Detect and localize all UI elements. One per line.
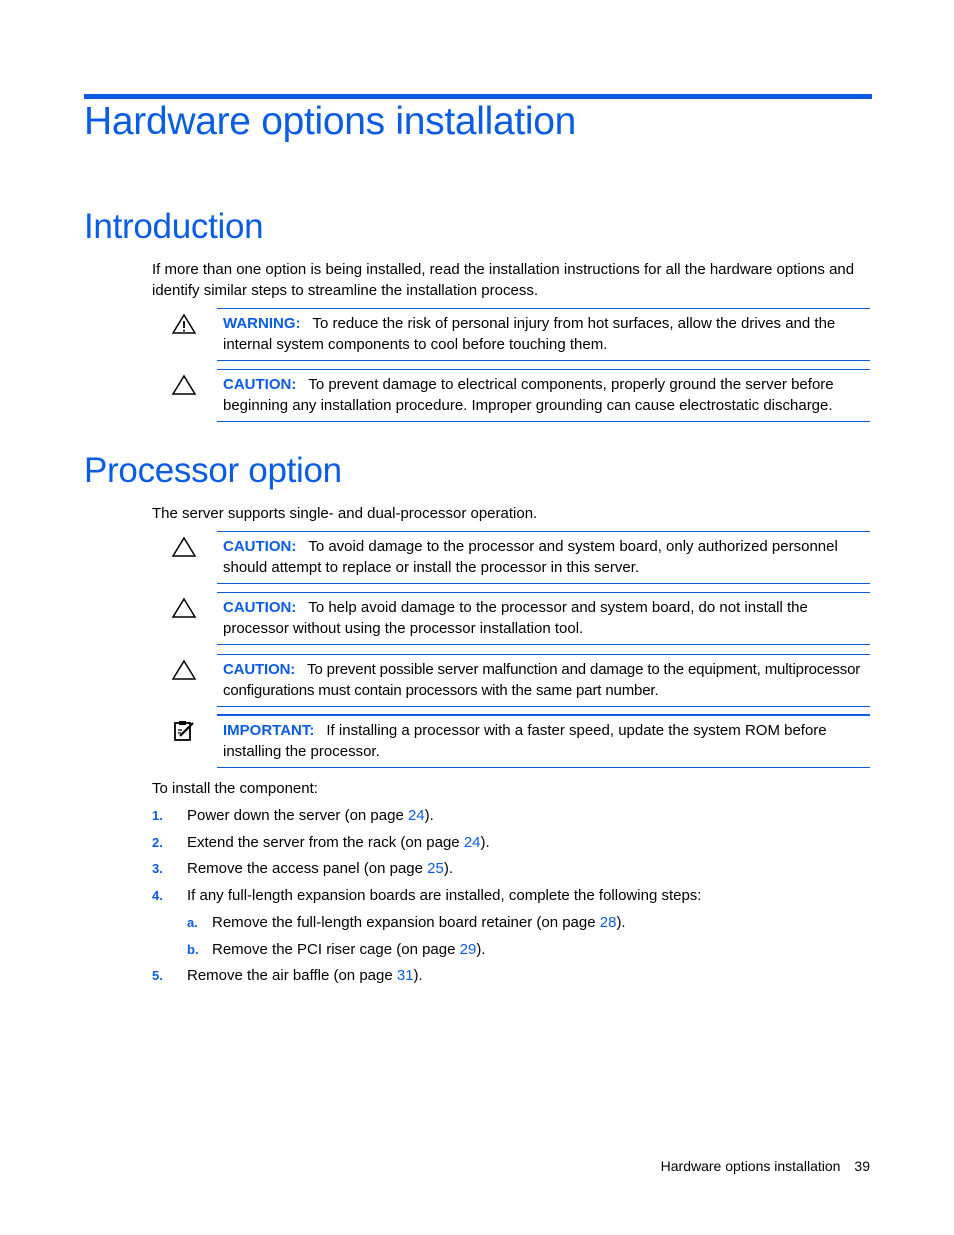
step-text: If any full-length expansion boards are installed, complete the following steps: — [187, 887, 702, 904]
step-text: Remove the PCI riser cage (on page — [212, 941, 460, 958]
footer-title: Hardware options installation — [660, 1158, 841, 1174]
step-text-end: ). — [443, 860, 454, 877]
step-number: 5. — [152, 968, 163, 983]
processor-paragraph: The server supports single- and dual-processor operation. — [152, 505, 538, 522]
caution-box-2 — [217, 592, 870, 645]
warning-label: WARNING: — [223, 315, 301, 332]
step-number: 4. — [152, 888, 163, 903]
caution-text: To prevent damage to electrical components, properly ground the server before beginning any installation procedure. Improper grounding can cause electrostatic discharge. — [223, 376, 834, 414]
important-box — [217, 714, 870, 768]
warning-text: To reduce the risk of personal injury from hot surfaces, allow the drives and the internal system components to cool before touching them. — [223, 315, 836, 353]
step-text-end: ). — [476, 941, 486, 958]
important-text: If installing a processor with a faster speed, update the system ROM before installing the processor. — [223, 722, 827, 760]
install-intro: To install the component: — [152, 780, 318, 797]
chapter-rule — [84, 94, 872, 99]
important-label: IMPORTANT: — [223, 722, 315, 739]
caution-triangle-icon — [170, 659, 198, 681]
step-text: Remove the air baffle (on page — [187, 967, 397, 984]
chapter-title: Hardware options installation — [84, 100, 577, 143]
step-text: Extend the server from the rack (on page — [187, 834, 464, 851]
caution-box-1 — [217, 531, 870, 584]
page-link[interactable]: 28 — [599, 914, 617, 931]
warning-triangle-icon — [170, 313, 198, 335]
step-text-end: ). — [424, 807, 434, 824]
step-number: 3. — [152, 861, 163, 876]
page-link[interactable]: 31 — [396, 967, 414, 984]
intro-paragraph: If more than one option is being installed, read the installation instructions for all the hardware options and identify similar steps to streamline the installation process. — [152, 261, 855, 299]
step-number: a. — [187, 915, 198, 930]
step-text: Power down the server (on page — [187, 807, 408, 824]
caution-triangle-icon — [170, 536, 198, 558]
warning-box — [217, 308, 870, 361]
page-link[interactable]: 29 — [459, 941, 477, 958]
caution-label: CAUTION: — [223, 661, 296, 678]
step-text-end: ). — [616, 914, 626, 931]
page-link[interactable]: 24 — [463, 834, 481, 851]
page-footer — [661, 1158, 870, 1174]
step-text: Remove the access panel (on page — [187, 860, 428, 877]
step-number: 2. — [152, 835, 163, 850]
caution-box-3 — [217, 654, 870, 707]
section-title-introduction: Introduction — [84, 207, 264, 246]
step-number: b. — [187, 942, 199, 957]
caution-label: CAUTION: — [223, 599, 297, 616]
caution-label: CAUTION: — [223, 538, 297, 555]
step-text-end: ). — [480, 834, 490, 851]
step-number: 1. — [152, 808, 163, 823]
step-text-end: ). — [413, 967, 423, 984]
caution-text: To prevent possible server malfunction and damage to the equipment, multiprocessor configurations must contain processors with the same part number. — [223, 661, 861, 699]
caution-triangle-icon — [170, 597, 198, 619]
caution-triangle-icon — [170, 374, 198, 396]
section-title-processor-option: Processor option — [84, 451, 342, 490]
caution-text: To help avoid damage to the processor and system board, do not install the processor without using the processor installation tool. — [223, 599, 808, 637]
page-link[interactable]: 24 — [407, 807, 425, 824]
caution-box — [217, 369, 870, 422]
step-text: Remove the full-length expansion board retainer (on page — [212, 914, 600, 931]
page-number: 39 — [854, 1158, 870, 1174]
caution-label: CAUTION: — [223, 376, 297, 393]
page-link[interactable]: 25 — [427, 860, 444, 877]
caution-text: To avoid damage to the processor and system board, only authorized personnel should attempt to replace or install the processor in this server. — [223, 538, 838, 576]
important-clipboard-icon — [170, 720, 198, 742]
